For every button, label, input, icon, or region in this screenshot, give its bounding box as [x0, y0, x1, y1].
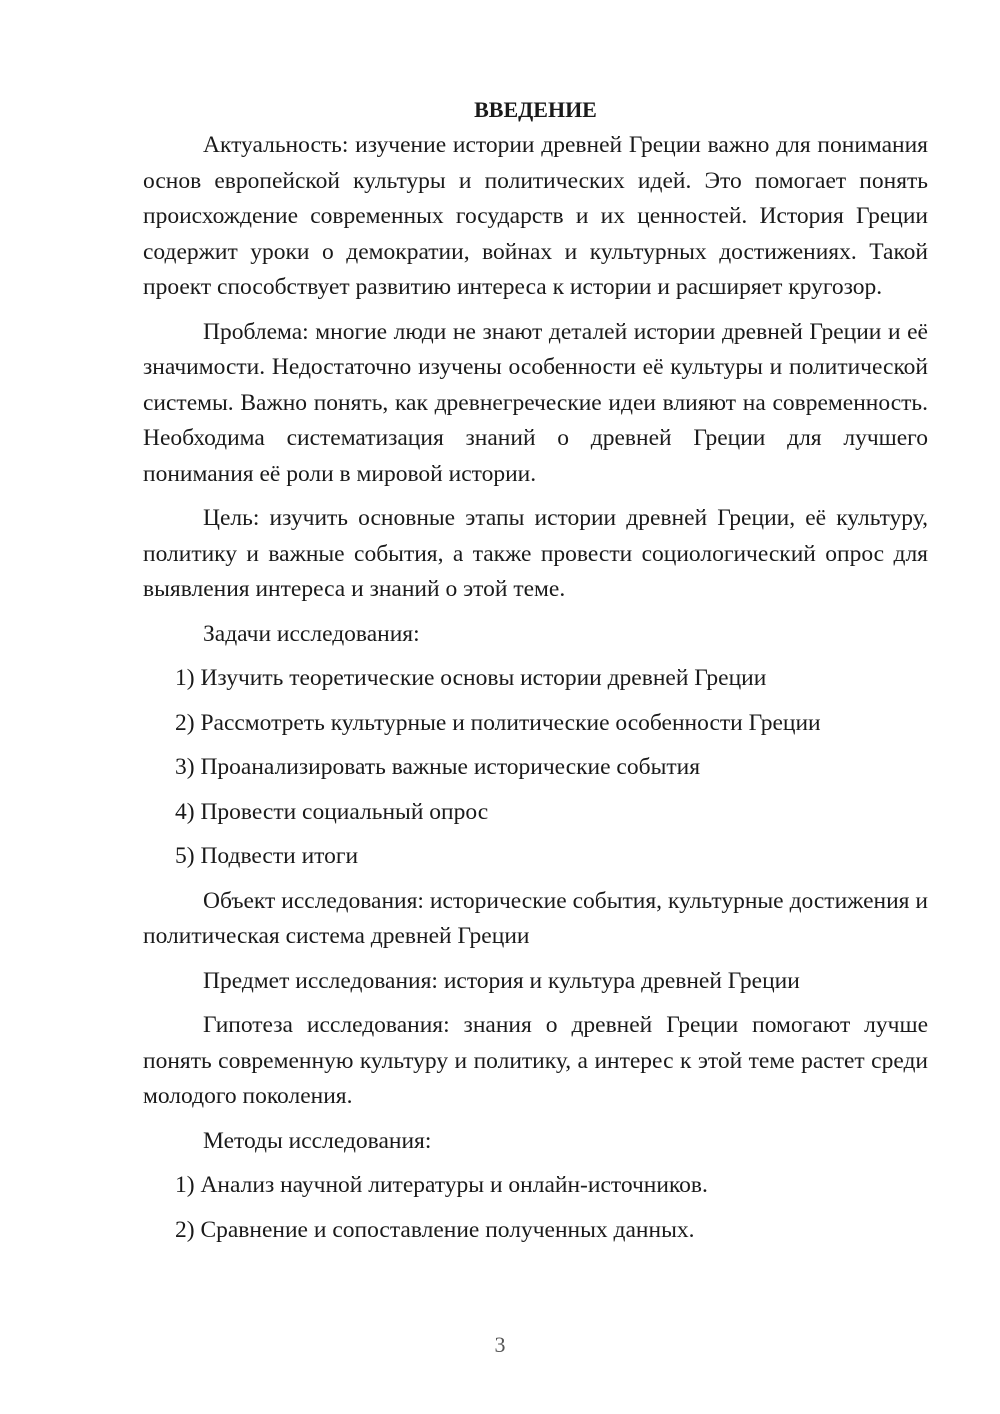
list-item: 3) Проанализировать важные исторические события — [175, 754, 701, 780]
paragraph-problem: Проблема: многие люди не знают деталей истории древней Греции и её значимости. Недостаточно изучены особенности её культуры и политической системы. Важно понять, как древнегреческие идеи влияют на современность. Необходима систематизация знаний о древней Греции для лучшего понимания её роли в мировой истории. — [143, 318, 928, 487]
methods-list — [143, 1168, 928, 1248]
list-item: 1) Анализ научной литературы и онлайн-источников. — [175, 1172, 708, 1198]
paragraph-relevance: Актуальность: изучение истории древней Греции важно для понимания основ европейской культуры и политических идей. Это помогает понять происхождение современных государств и их ценностей. История Греции содержит уроки о демократии, войнах и культурных достижениях. Такой проект способствует развитию интереса к истории и расширяет кругозор. — [143, 132, 928, 300]
paragraph-object: Объект исследования: исторические события, культурные достижения и политическая система древней Греции — [143, 887, 928, 949]
list-item: 2) Сравнение и сопоставление полученных данных. — [175, 1216, 695, 1243]
tasks-heading: Задачи исследования: — [203, 620, 420, 647]
paragraph-subject: Предмет исследования: история и культура древней Греции — [203, 967, 800, 994]
list-item: 4) Провести социальный опрос — [175, 798, 489, 825]
page-number: 3 — [494, 1332, 506, 1357]
paragraph-hypothesis: Гипотеза исследования: знания о древней Греции помогают лучше понять современную культуру и политику, а интерес к этой теме растет среди молодого поколения. — [143, 1012, 928, 1109]
list-item: 2) Рассмотреть культурные и политические особенности Греции — [175, 709, 821, 736]
paragraph-goal: Цель: изучить основные этапы истории древней Греции, её культуру, политику и важные события, а также провести социологический опрос для выявления интереса и знаний о этой теме. — [143, 505, 928, 602]
methods-heading: Методы исследования: — [203, 1127, 432, 1154]
page-title: ВВЕДЕНИЕ — [474, 97, 597, 122]
list-item: 5) Подвести итоги — [175, 843, 359, 869]
document-page — [143, 92, 928, 1257]
tasks-list — [143, 661, 928, 875]
list-item: 1) Изучить теоретические основы истории древней Греции — [175, 665, 767, 691]
